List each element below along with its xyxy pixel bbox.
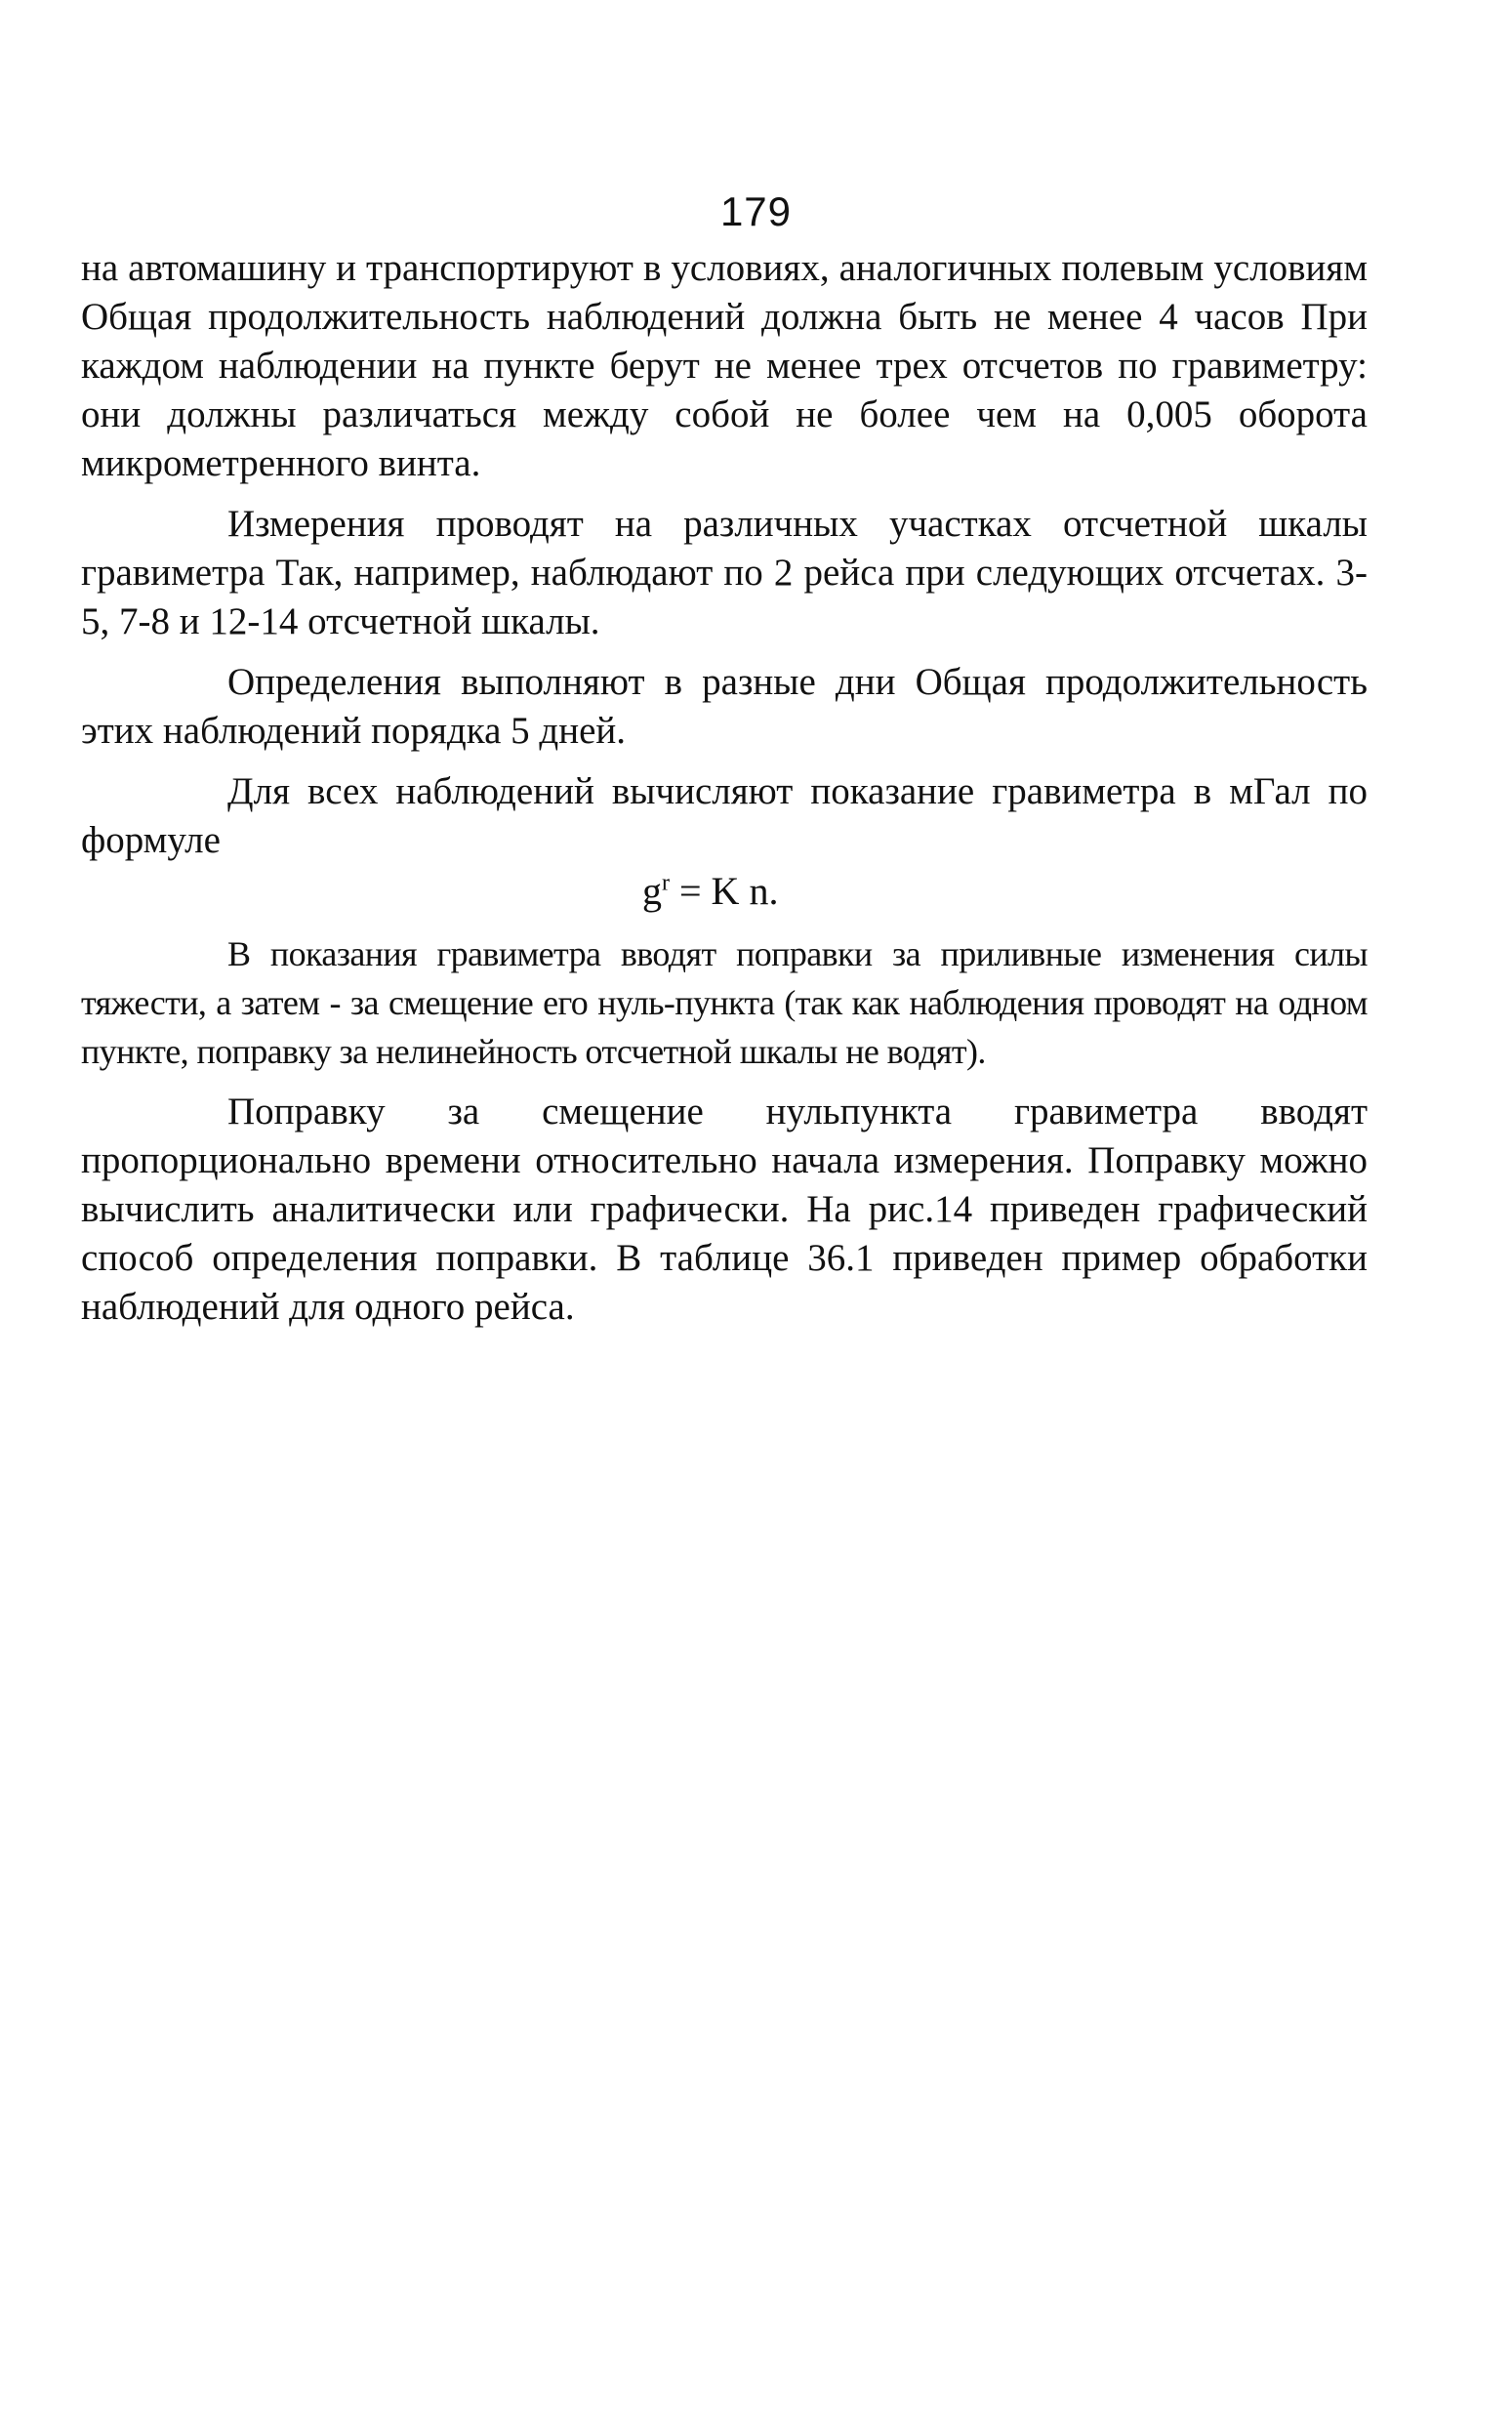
page-text (81, 244, 1368, 1332)
paragraph-4: Для всех наблюдений вычисляют показание гравиметра в мГал по формуле (81, 770, 1368, 861)
formula-rhs: = K n. (670, 869, 779, 913)
paragraph-2: Измерения проводят на различных участках отсчетной шкалы гравиметра Так, например, наблюдают по 2 рейса при следующих отсчетах. 3-5, 7-8 и 12-14 отсчетной шкалы. (81, 503, 1368, 642)
paragraph-1: на автомашину и транспортируют в условиях, аналогичных полевым условиям Общая продолжительность наблюдений должна быть не менее 4 часов При каждом наблюдении на пункте берут не менее трех отсчетов по гравиметру: они должны различаться между собой не более чем на 0,005 оборота микрометренного винта. (81, 247, 1368, 484)
paragraph-5: В показания гравиметра вводят поправки за приливные изменения силы тяжести, а затем - за смещение его нуль-пункта (так как наблюдения проводят на одном пункте, поправку за нелинейность отсчетной шкалы не водят). (81, 934, 1368, 1071)
formula (81, 865, 1368, 918)
paragraph-6: Поправку за смещение нульпункта гравиметра вводят пропорционально времени относительно начала измерения. Поправку можно вычислить аналитически или графически. На рис.14 приведен графический способ определения поправки. В таблице 36.1 приведен пример обработки наблюдений для одного рейса. (81, 1091, 1368, 1328)
page-number: 179 (719, 188, 793, 234)
formula-lhs: g (642, 869, 662, 913)
paragraph-3: Определения выполняют в разные дни Общая продолжительность этих наблюдений порядка 5 дней. (81, 661, 1368, 752)
formula-superscript: r (662, 870, 670, 896)
